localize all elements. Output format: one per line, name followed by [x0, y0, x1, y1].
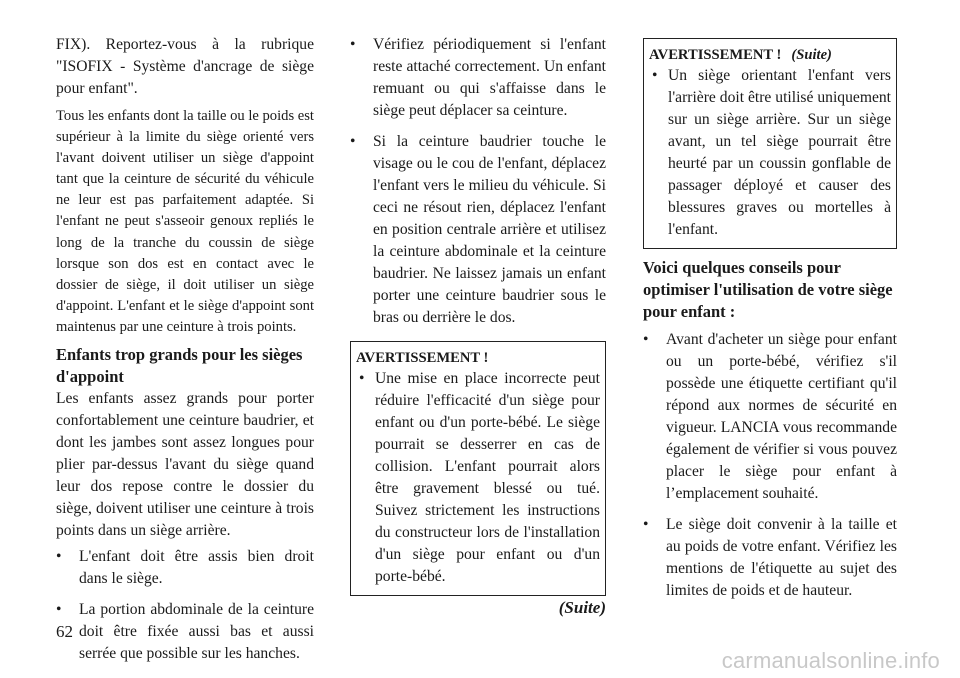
list-item: • La portion abdominale de la ceinture doit être fixée aussi bas et aussi serrée que possible sur les hanches. — [56, 599, 314, 665]
section-heading-tips: Voici quelques conseils pour optimiser l'utilisation de votre siège pour enfant : — [643, 258, 893, 321]
warning-list — [649, 65, 891, 241]
list-item: • L'enfant doit être assis bien droit dans le siège. — [56, 546, 314, 590]
warning-list — [356, 368, 600, 588]
paragraph-isofix-ref: FIX). Reportez-vous à la rubrique "ISOFIX - Système d'ancrage de siège pour enfant". — [56, 36, 314, 97]
watermark: carmanualsonline.info — [721, 648, 940, 673]
page-number: 62 — [56, 622, 73, 641]
bullet-list-right — [643, 329, 897, 602]
warning-text: • Un siège orientant l'enfant vers l'arrière doit être utilisé uniquement sur un siège arrière. Sur un siège avant, un tel siège pourrait être heurté par un coussin gonflable de passager déployé et causer des blessures graves ou mortelles à l'enfant. — [649, 65, 891, 241]
list-item: • Si la ceinture baudrier touche le visage ou le cou de l'enfant, déplacez l'enfant vers le milieu du véhicule. Si ceci ne résout rien, déplacez l'enfant en position centrale arrière et utilisez la ceinture abdominale et la ceinture baudrier. Ne laissez jamais un enfant porter une ceinture baudrier sous le bras ou derrière le dos. — [350, 131, 606, 329]
list-item: • Avant d'acheter un siège pour enfant ou un porte-bébé, vérifiez s'il possède une étiquette certifiant qu'il répond aux normes de sécurité en vigueur. LANCIA vous recommande également de vérifier si vous pouvez placer le siège pour enfant à l’emplacement souhaité. — [643, 329, 897, 505]
paragraph-three-point-belt: Les enfants assez grands pour porter confortablement une ceinture baudrier, et dont les jambes sont assez longues pour plier par-dessus l'avant du siège quand leur dos repose contre le dossier du siège, doivent utiliser une ceinture à trois points dans un siège arrière. — [56, 390, 314, 540]
section-heading-too-big: Enfants trop grands pour les sièges d'appoint — [56, 345, 303, 387]
list-item: • Vérifiez périodiquement si l'enfant reste attaché correctement. Un enfant remuant ou qui s'affaisse dans le siège peut déplacer sa ceinture. — [350, 34, 606, 122]
warning-title: AVERTISSEMENT ! — [356, 350, 489, 366]
warning-title-continued: AVERTISSEMENT ! (Suite) — [649, 47, 832, 63]
column-middle — [350, 34, 606, 618]
column-right — [643, 34, 897, 611]
warning-box-continued — [643, 38, 897, 249]
column-left — [56, 34, 314, 674]
bullet-list-middle — [350, 34, 606, 329]
list-item: • Le siège doit convenir à la taille et au poids de votre enfant. Vérifiez les mentions de l'étiquette au sujet des limites de poids et de hauteur. — [643, 514, 897, 602]
warning-box — [350, 341, 606, 596]
bullet-list-left — [56, 546, 314, 665]
warning-text: • Une mise en place incorrecte peut réduire l'efficacité d'un siège pour enfant ou d'un porte-bébé. Le siège pourrait se desserrer en cas de collision. L'enfant pourrait alors être gravement blessé ou tué. Suivez strictement les instructions du constructeur lors de l'installation d'un siège pour enfant ou d'un porte-bébé. — [356, 368, 600, 588]
continued-label: (Suite) — [558, 598, 606, 617]
paragraph-booster-seat: Tous les enfants dont la taille ou le poids est supérieur à la limite du siège orienté vers l'avant doivent utiliser un siège d'appoint tant que la ceinture de sécurité du véhicule ne leur est pas parfaitement adaptée. Si l'enfant ne peut s'asseoir genoux repliés le long de la tranche du coussin de siège lorsque son dos est en contact avec le dossier de siège, il doit utiliser un siège d'appoint. L'enfant et le siège d'appoint sont maintenus par une ceinture à trois points. — [56, 108, 314, 335]
